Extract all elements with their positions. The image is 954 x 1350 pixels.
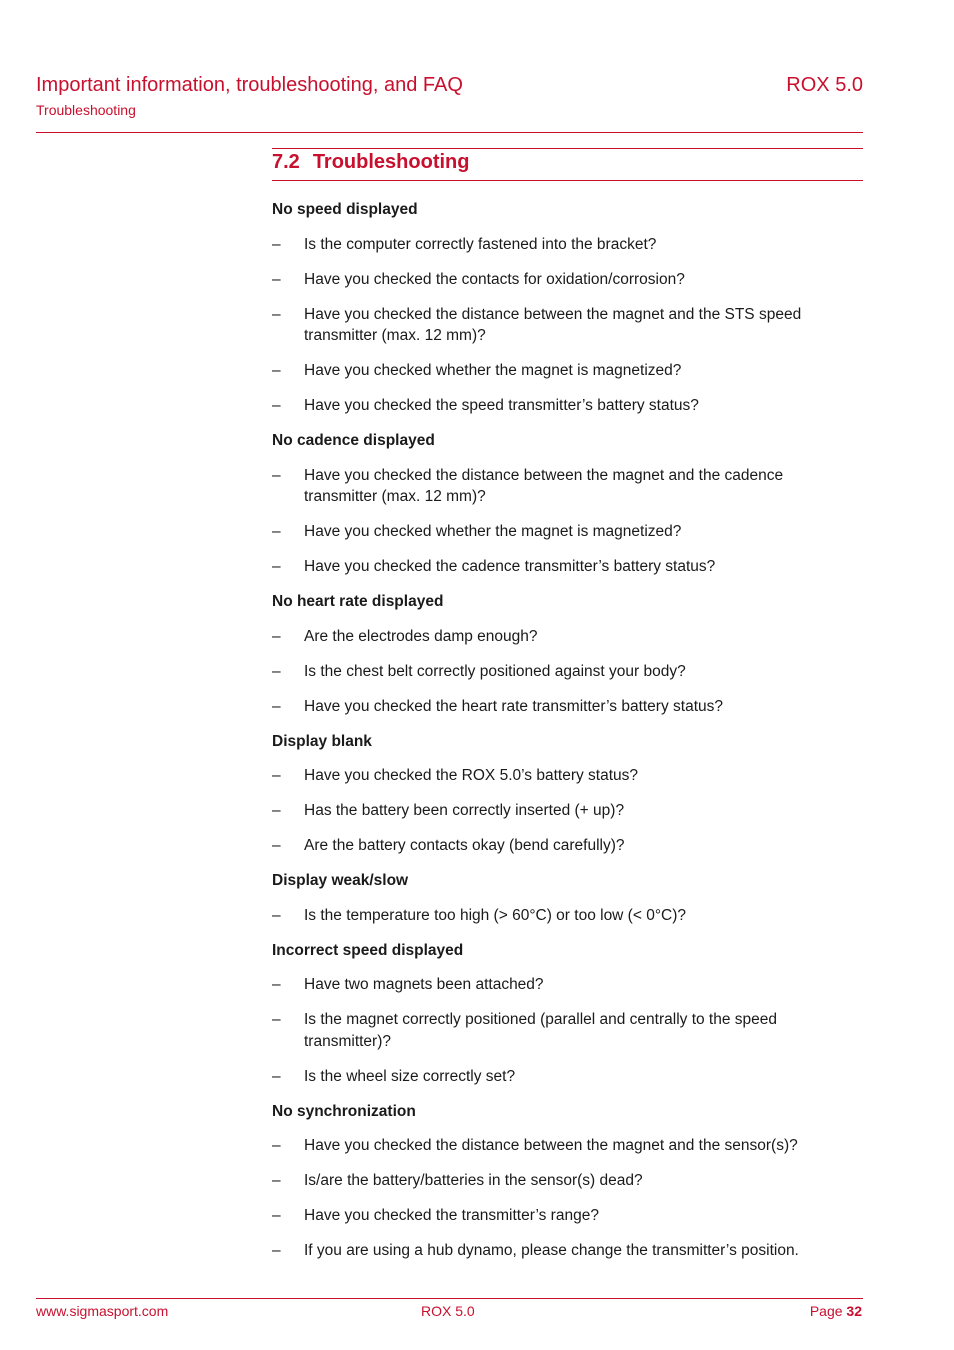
list-item — [272, 234, 832, 256]
list-item — [272, 974, 832, 996]
bullet-dash: – — [272, 1172, 281, 1189]
list-item — [272, 661, 832, 683]
list-item-text: Have you checked the ROX 5.0’s battery status? — [304, 767, 639, 784]
bullet-dash: – — [272, 662, 281, 680]
list-item-text: Have you checked the transmitter’s range? — [304, 1207, 599, 1224]
bullet-dash: – — [272, 697, 281, 715]
chapter-subtitle: Troubleshooting — [36, 102, 136, 118]
list-item-text: Have you checked the speed transmitter’s battery status? — [304, 397, 699, 414]
bullet-dash: – — [272, 627, 281, 645]
list-item — [272, 304, 832, 347]
group-title: No heart rate displayed — [272, 593, 444, 610]
list-item — [272, 465, 832, 508]
list-item — [272, 1170, 832, 1192]
list-item-text: Have you checked whether the magnet is magnetized? — [304, 362, 682, 379]
troubleshooting-group — [272, 430, 832, 578]
page-number — [810, 1303, 862, 1319]
bullet-dash: – — [272, 1207, 281, 1224]
list-item — [272, 835, 832, 857]
list-item-text: Have you checked the cadence transmitter’s battery status? — [304, 558, 716, 575]
troubleshooting-group — [272, 199, 832, 417]
list-item-text: Have you checked whether the magnet is magnetized? — [304, 523, 682, 540]
list-item — [272, 521, 832, 543]
section-title: Troubleshooting — [312, 151, 470, 173]
bullet-dash: – — [272, 767, 281, 784]
group-title: Display weak/slow — [272, 872, 409, 889]
list-item-text: Have you checked the distance between the magnet and the cadence transmitter (max. 12 mm)? — [304, 466, 784, 505]
bullet-dash: – — [272, 1067, 281, 1085]
list-item-text: Is the computer correctly fastened into the bracket? — [304, 235, 657, 253]
list-item-text: Is the wheel size correctly set? — [304, 1067, 516, 1085]
list-item-text: Have two magnets been attached? — [304, 976, 544, 993]
bullet-dash: – — [272, 976, 281, 993]
troubleshooting-group — [272, 731, 832, 857]
list-item — [272, 800, 832, 822]
bullet-dash: – — [272, 362, 281, 379]
list-item-text: If you are using a hub dynamo, please change the transmitter’s position. — [304, 1242, 799, 1259]
bullet-dash: – — [272, 235, 281, 253]
bullet-dash: – — [272, 1137, 281, 1154]
list-item-text: Are the battery contacts okay (bend carefully)? — [304, 837, 625, 854]
list-item — [272, 1009, 832, 1052]
list-item — [272, 360, 832, 382]
list-item-text: Is the magnet correctly positioned (parallel and centrally to the speed transmitter)? — [304, 1011, 778, 1050]
section-top-divider — [272, 148, 863, 149]
list-item-text: Is the chest belt correctly positioned against your body? — [304, 662, 686, 680]
group-title: No cadence displayed — [272, 432, 435, 449]
section-heading — [272, 151, 469, 174]
page-number-value: 32 — [846, 1303, 862, 1319]
bullet-dash: – — [272, 906, 281, 924]
list-item — [272, 269, 832, 291]
list-item — [272, 696, 832, 718]
group-title: No speed displayed — [272, 201, 418, 218]
list-item — [272, 1205, 832, 1227]
group-title: Incorrect speed displayed — [272, 941, 464, 959]
bullet-dash: – — [272, 270, 281, 288]
bullet-dash: – — [272, 837, 281, 854]
list-item — [272, 395, 832, 417]
troubleshooting-content — [272, 199, 832, 1275]
list-item-text: Is the temperature too high (> 60°C) or too low (< 0°C)? — [304, 906, 686, 924]
bullet-dash: – — [272, 523, 281, 540]
group-title: Display blank — [272, 732, 372, 750]
list-item-text: Is/are the battery/batteries in the sensor(s) dead? — [304, 1172, 643, 1189]
list-item — [272, 626, 832, 648]
list-item-text: Have you checked the distance between the magnet and the STS speed transmitter (max. 12 mm)? — [304, 305, 802, 344]
footer-divider — [36, 1298, 863, 1299]
bullet-dash: – — [272, 466, 281, 484]
chapter-title: Important information, troubleshooting, and FAQ — [36, 74, 463, 96]
bullet-dash: – — [272, 1242, 281, 1259]
bullet-dash: – — [272, 1011, 281, 1028]
list-item-text: Are the electrodes damp enough? — [304, 627, 538, 645]
group-title: No synchronization — [272, 1102, 416, 1120]
list-item — [272, 556, 832, 578]
header-divider — [36, 132, 863, 133]
list-item — [272, 765, 832, 787]
list-item — [272, 1240, 832, 1262]
website-link[interactable]: www.sigmasport.com — [36, 1303, 169, 1319]
bullet-dash: – — [272, 558, 281, 575]
footer-product-name: ROX 5.0 — [421, 1303, 475, 1319]
list-item-text: Has the battery been correctly inserted (+ up)? — [304, 802, 625, 819]
list-item-text: Have you checked the distance between the magnet and the sensor(s)? — [304, 1137, 798, 1154]
section-bottom-divider — [272, 180, 863, 181]
list-item — [272, 1066, 832, 1088]
list-item-text: Have you checked the contacts for oxidation/corrosion? — [304, 270, 685, 288]
troubleshooting-group — [272, 870, 832, 926]
troubleshooting-group — [272, 940, 832, 1088]
bullet-dash: – — [272, 802, 281, 819]
section-number: 7.2 — [272, 151, 300, 173]
product-name: ROX 5.0 — [786, 74, 863, 96]
list-item-text: Have you checked the heart rate transmitter’s battery status? — [304, 697, 723, 715]
page-label: Page — [809, 1303, 843, 1319]
troubleshooting-group — [272, 1101, 832, 1262]
list-item — [272, 905, 832, 927]
list-item — [272, 1135, 832, 1157]
bullet-dash: – — [272, 305, 281, 323]
bullet-dash: – — [272, 397, 281, 414]
troubleshooting-group — [272, 591, 832, 717]
